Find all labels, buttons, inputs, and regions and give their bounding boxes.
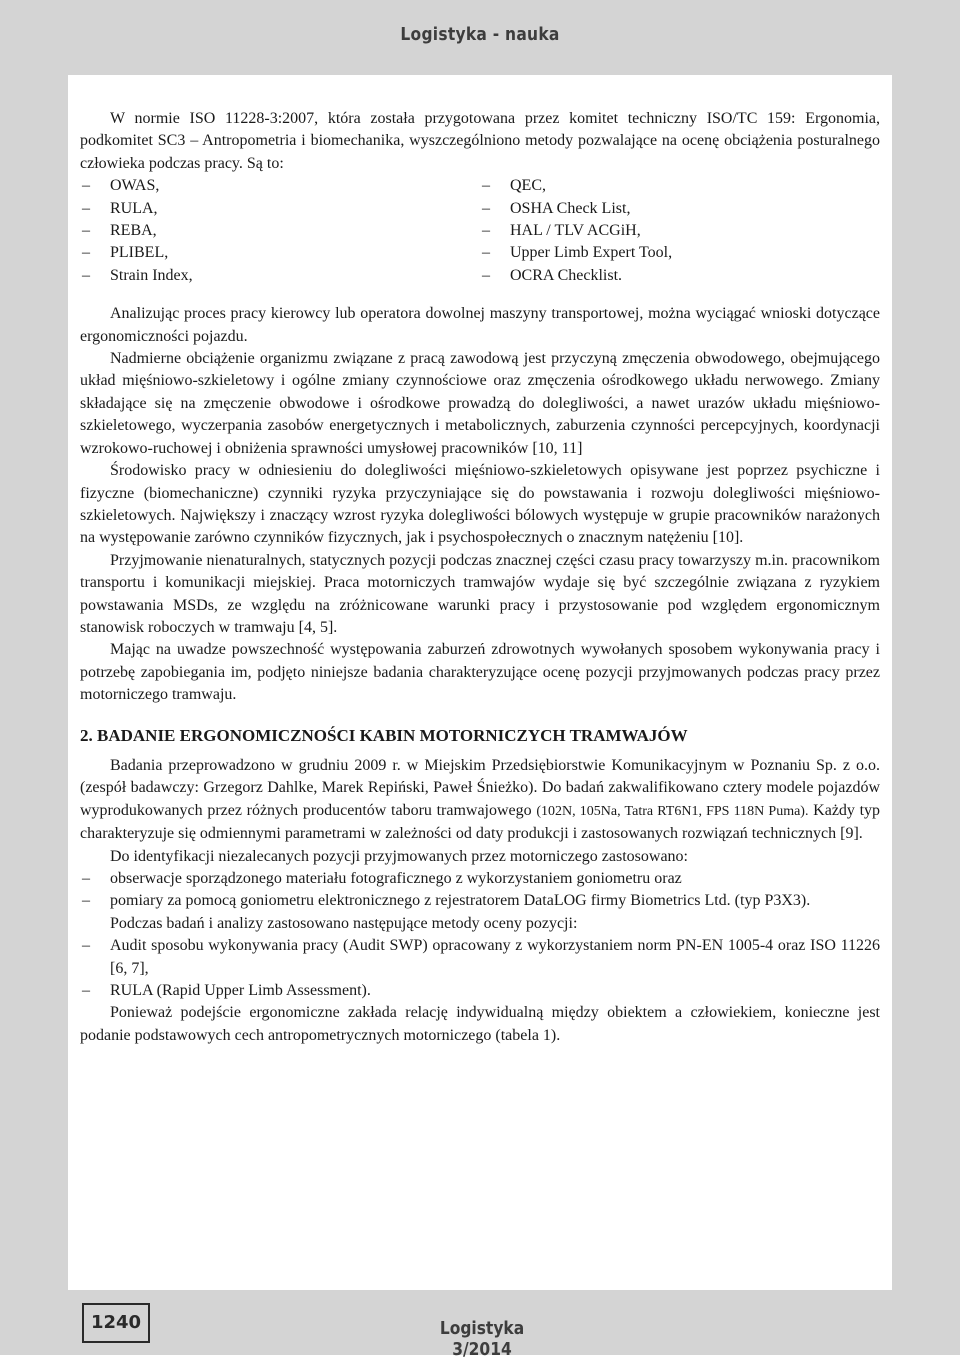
list-item: – RULA,: [80, 198, 480, 220]
right-margin-band: [892, 75, 960, 1290]
list-item: – pomiary za pomocą goniometru elektronicznego z rejestratorem DataLOG firmy Biometrics Ltd. (typ P3X3).: [80, 890, 880, 912]
methods-list: [80, 175, 880, 287]
list-item: – Upper Limb Expert Tool,: [480, 242, 880, 264]
list-item: – OWAS,: [80, 175, 480, 197]
section-heading: 2. BADANIE ERGONOMICZNOŚCI KABIN MOTORNICZYCH TRAMWAJÓW: [80, 725, 688, 745]
list-item: – QEC,: [480, 175, 880, 197]
journal-title: Logistyka - nauka: [400, 24, 560, 45]
header-bar: [0, 0, 960, 75]
paragraph: [80, 755, 880, 846]
left-margin-band: [0, 75, 68, 1290]
paragraph: Do identyfikacji niezalecanych pozycji przyjmowanych przez motorniczego zastosowano:: [110, 847, 688, 865]
text-span: Badania przeprowadzono w grudniu 2009 r. w Miejskim Przedsiębiorstwie Komunikacyjnym w Poznaniu Sp. z o.o. (zespół badawczy: Grzegorz Dahlke, Marek Repiński, Paweł Śnieżko). Do badań zakwalifikowano cztery modele pojazdów wyprodukowanych przez różnych producentów taboru tramwajowego: [80, 756, 880, 819]
page-number: 1240: [82, 1303, 150, 1343]
tram-models: (102N, 105Na, Tatra RT6N1, FPS 118N Puma).: [536, 803, 809, 819]
eval-methods-list: [80, 935, 880, 1002]
list-item: – OSHA Check List,: [480, 198, 880, 220]
paragraph: Podczas badań i analizy zastosowano następujące metody oceny pozycji:: [110, 914, 578, 932]
list-item: – HAL / TLV ACGiH,: [480, 220, 880, 242]
list-item: – OCRA Checklist.: [480, 265, 880, 287]
paragraph: Nadmierne obciążenie organizmu związane z pracą zawodową jest przyczyną zmęczenia obwodowego, obejmującego układ mięśniowo-szkieletowy i ogólne zmiany czynnościowe oraz zmęczenia ośrodkowego układu nerwowego. Zmiany składające się na zmęczenie obwodowe i ośrodkowe prowadzą do dolegliwości, a nawet urazów układu mięśniowo-szkieletowego, wyczerpania zasobów energetycznych i metabolicznych, zaburzenia czynności percepcyjnych, koordynacji wzrokowo-ruchowej i obniżenia sprawności umysłowej pracowników [10, 11]: [80, 350, 880, 457]
list-item: – obserwacje sporządzonego materiału fotograficznego z wykorzystaniem goniometru oraz: [80, 868, 880, 890]
paragraph: Ponieważ podejście ergonomiczne zakłada relację indywidualną między obiektem a człowiekiem, konieczne jest podanie podstawowych cech antropometrycznych motorniczego (tabela 1).: [80, 1004, 880, 1044]
paragraph: Środowisko pracy w odniesieniu do dolegliwości mięśniowo-szkieletowych opisywane jest poprzez psychiczne i fizyczne (biomechaniczne) czynniki ryzyka przyczyniające się do powstawania i rozwoju dolegliwości mięśniowo-szkieletowych. Największy i znaczący wzrost ryzyka dolegliwości bólowych występuje w grupie pracowników narażonych na występowanie zarówno czynników fizycznych, jak i psychospołecznych o znacznym natężeniu [10].: [80, 462, 880, 547]
paragraph: Mając na uwadze powszechność występowania zaburzeń zdrowotnych wywołanych sposobem wykonywania pracy i potrzebę zapobiegania im, podjęto niniejsze badania charakteryzujące ocenę pozycji przyjmowanych podczas pracy przez motorniczego tramwaju.: [80, 641, 880, 704]
list-item: – REBA,: [80, 220, 480, 242]
tools-list: [80, 868, 880, 913]
text-span: Każdy typ charakteryzuje się odmiennymi parametrami w zależności od daty produkcji i zastosowanych rozwiązań technicznych [9].: [80, 801, 881, 843]
paragraph: Analizując proces pracy kierowcy lub operatora dowolnej maszyny transportowej, można wyciągać wnioski dotyczące ergonomiczności pojazdu.: [80, 305, 880, 345]
list-item: – RULA (Rapid Upper Limb Assessment).: [80, 980, 880, 1002]
list-item: – Audit sposobu wykonywania pracy (Audit SWP) opracowany z wykorzystaniem norm PN-EN 1005-4 oraz ISO 11226 [6, 7],: [80, 935, 880, 980]
methods-list-right: [480, 175, 880, 287]
list-item: – Strain Index,: [80, 265, 480, 287]
article-body: [80, 108, 880, 1047]
paragraph: Przyjmowanie nienaturalnych, statycznych pozycji podczas znacznej części czasu pracy towarzyszy m.in. pracownikom transportu i komunikacji miejskiej. Praca motorniczych tramwajów wydaje się być szczególnie związana z ryzykiem powstawania MSDs, ze względu na zróżnicowane warunki pracy i przystosowanie pod względem ergonomicznym stanowisk roboczych w tramwaju [4, 5].: [80, 551, 880, 636]
intro-paragraph: W normie ISO 11228-3:2007, która została przygotowana przez komitet techniczny ISO/TC 159: Ergonomia, podkomitet SC3 – Antropometria i biomechanika, wyszczególniono metody pozwalające na ocenę obciążenia posturalnego człowieka podczas pracy. Są to:: [80, 110, 880, 172]
issue-label: Logistyka 3/2014: [439, 1318, 525, 1360]
methods-list-left: [80, 175, 480, 287]
list-item: – PLIBEL,: [80, 242, 480, 264]
